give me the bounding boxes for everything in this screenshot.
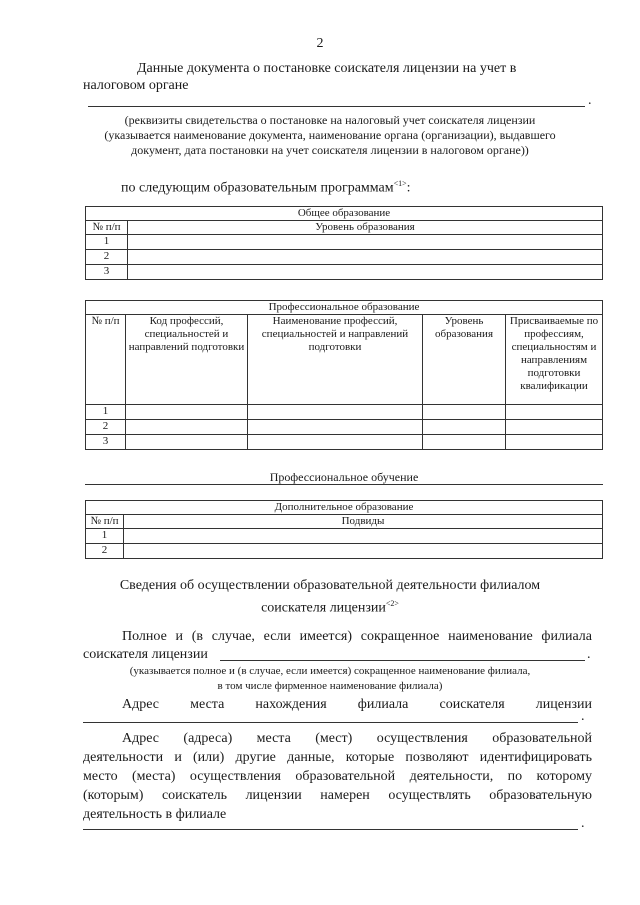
row-number: 1	[86, 235, 128, 250]
prof-col-qualification: Присваиваемые по профессиям, специальностям и направлениям подготовки квалификации	[506, 315, 603, 405]
tax-fill-line	[88, 106, 585, 107]
footnote-1-marker: <1>	[393, 179, 407, 188]
tax-fill-dot: .	[588, 93, 592, 108]
professional-education-table	[85, 300, 603, 450]
places-line2: деятельности и (или) другие данные, которые позволяют идентифицировать	[83, 750, 592, 765]
prof-col-code: Код профессий, специальностей и направлений подготовки	[126, 315, 248, 405]
table-row	[86, 420, 603, 435]
branch-heading-line1: Сведения об осуществлении образовательной деятельности филиалом	[119, 578, 541, 593]
additional-col-subtypes: Подвиды	[124, 515, 603, 529]
programs-intro-text: по следующим образовательным программам	[121, 180, 394, 196]
table-row	[86, 235, 603, 250]
branch-name-note1: (указывается полное и (в случае, если имеется) сокращенное наименование филиала,	[129, 665, 531, 677]
places-line5: деятельность в филиале	[83, 807, 227, 822]
tax-note-line3: документ, дата постановки на учет соискателя лицензии в налоговом органе))	[131, 143, 529, 157]
branch-name-note2: в том числе фирменное наименование филиала)	[217, 680, 443, 692]
places-dot: .	[581, 816, 585, 831]
row-number: 1	[86, 405, 126, 420]
general-education-table	[85, 206, 603, 280]
footnote-2-marker: <2>	[385, 599, 399, 608]
table-row	[86, 265, 603, 280]
table-row	[86, 544, 603, 559]
branch-name-line1: Полное и (в случае, если имеется) сокращенное наименование филиала	[122, 629, 592, 644]
address-word: лицензии	[535, 697, 592, 712]
branch-heading-line2	[60, 595, 600, 617]
row-number: 3	[86, 435, 126, 450]
row-number: 2	[86, 544, 124, 559]
address-word: Адрес	[122, 697, 160, 712]
page-number: 2	[316, 36, 324, 51]
branch-address-fill-line	[83, 722, 578, 723]
address-word: филиала	[357, 697, 409, 712]
places-line3: место (места) осуществления образовательной деятельности, по которому	[83, 769, 592, 784]
prof-col-level: Уровень образования	[423, 315, 506, 405]
prof-training-line	[85, 484, 603, 485]
tax-heading-line1: Данные документа о постановке соискателя лицензии на учет в	[137, 61, 517, 76]
table-row	[86, 250, 603, 265]
address-word: места	[190, 697, 225, 712]
branch-address-label	[122, 696, 592, 713]
tax-heading-line2: налоговом органе	[83, 78, 189, 93]
tax-note-line1: (реквизиты свидетельства о постановке на налоговый учет соискателя лицензии	[124, 113, 536, 127]
branch-name-line2: соискателя лицензии	[83, 647, 208, 662]
table-row	[86, 405, 603, 420]
general-col-number: № п/п	[86, 221, 128, 235]
row-number: 3	[86, 265, 128, 280]
general-col-level: Уровень образования	[128, 221, 603, 235]
places-line1: Адрес (адреса) места (мест) осуществления образовательной	[122, 731, 592, 746]
branch-address-dot: .	[581, 709, 585, 724]
tax-note-line2: (указывается наименование документа, наименование органа (организации), выдавшего	[104, 128, 556, 142]
additional-table-title: Дополнительное образование	[86, 501, 603, 515]
address-word: нахождения	[255, 697, 327, 712]
branch-name-fill-line	[220, 660, 585, 661]
additional-education-table	[85, 500, 603, 559]
places-line4: (которым) соискатель лицензии намерен осуществлять образовательную	[83, 788, 592, 803]
table-row	[86, 529, 603, 544]
prof-col-number: № п/п	[86, 315, 126, 405]
row-number: 2	[86, 420, 126, 435]
places-fill-line	[83, 829, 578, 830]
prof-table-title: Профессиональное образование	[86, 301, 603, 315]
prof-training-label: Профессиональное обучение	[269, 470, 419, 484]
general-table-title: Общее образование	[86, 207, 603, 221]
address-word: соискателя	[439, 697, 505, 712]
row-number: 1	[86, 529, 124, 544]
programs-intro-colon: :	[406, 180, 411, 196]
row-number: 2	[86, 250, 128, 265]
branch-name-dot: .	[587, 647, 591, 662]
prof-col-name: Наименование профессий, специальностей и направлений подготовки	[248, 315, 423, 405]
branch-heading-text: соискателя лицензии	[261, 600, 386, 616]
table-row	[86, 435, 603, 450]
programs-intro	[121, 175, 411, 197]
additional-col-number: № п/п	[86, 515, 124, 529]
